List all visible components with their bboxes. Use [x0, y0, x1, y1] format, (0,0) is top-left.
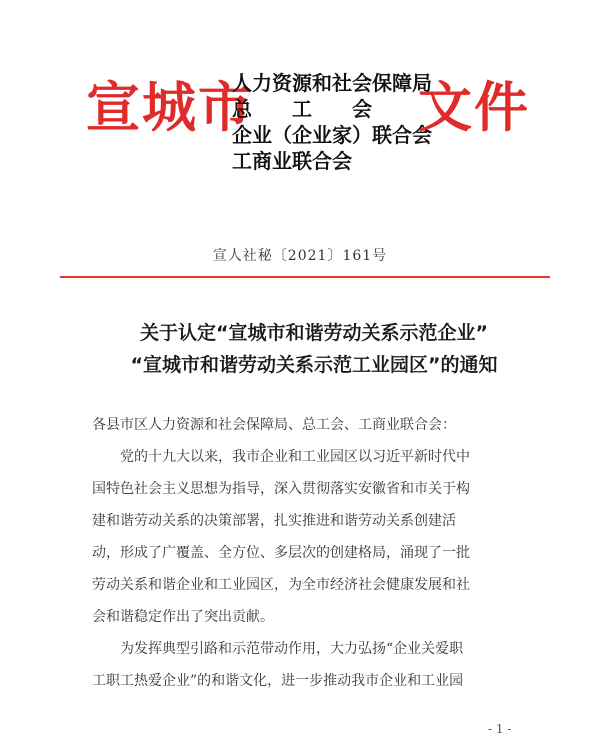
org-hr-social-security: 人力资源和社会保障局	[232, 71, 432, 95]
paragraph-1-line: 动，形成了广覆盖、全方位、多层次的创建格局，涌现了一批	[92, 545, 470, 561]
issuing-organizations	[232, 70, 432, 174]
header-document-label: 文件	[418, 75, 530, 139]
salutation: 各县市区人力资源和社会保障局、总工会、工商业联合会：	[92, 417, 456, 433]
org-enterprise-federation: 企业（企业家）联合会	[232, 123, 432, 147]
paragraph-1-line: 国特色社会主义思想为指导，深入贯彻落实安徽省和市关于构	[92, 481, 470, 497]
org-commerce-federation: 工商业联合会	[232, 149, 352, 173]
org-trade-union: 总 工 会	[232, 97, 372, 121]
paragraph-2-line: 为发挥典型引路和示范带动作用，大力弘扬“企业关爱职	[120, 641, 464, 657]
paragraph-1-line: 劳动关系和谐企业和工业园区，为全市经济社会健康发展和社	[92, 577, 470, 593]
paragraph-2	[92, 633, 512, 697]
page-number: - 1 -	[488, 722, 512, 736]
header-city-name: 宣城市	[86, 75, 254, 139]
red-separator-line	[60, 276, 550, 278]
paragraph-1-line: 会和谐稳定作出了突出贡献。	[92, 609, 274, 625]
document-number: 宣人社秘〔2021〕161号	[212, 248, 388, 264]
paragraph-2-line: 工职工热爱企业”的和谐文化，进一步推动我市企业和工业园	[92, 673, 464, 689]
paragraph-1	[92, 441, 512, 633]
notice-title-line-2: “宣城市和谐劳动关系示范工业园区”的通知	[130, 354, 498, 376]
notice-title-line-1: 关于认定“宣城市和谐劳动关系示范企业”	[140, 322, 488, 344]
paragraph-1-line: 建和谐劳动关系的决策部署，扎实推进和谐劳动关系创建活	[92, 513, 456, 529]
paragraph-1-line: 党的十九大以来，我市企业和工业园区以习近平新时代中	[120, 449, 470, 465]
